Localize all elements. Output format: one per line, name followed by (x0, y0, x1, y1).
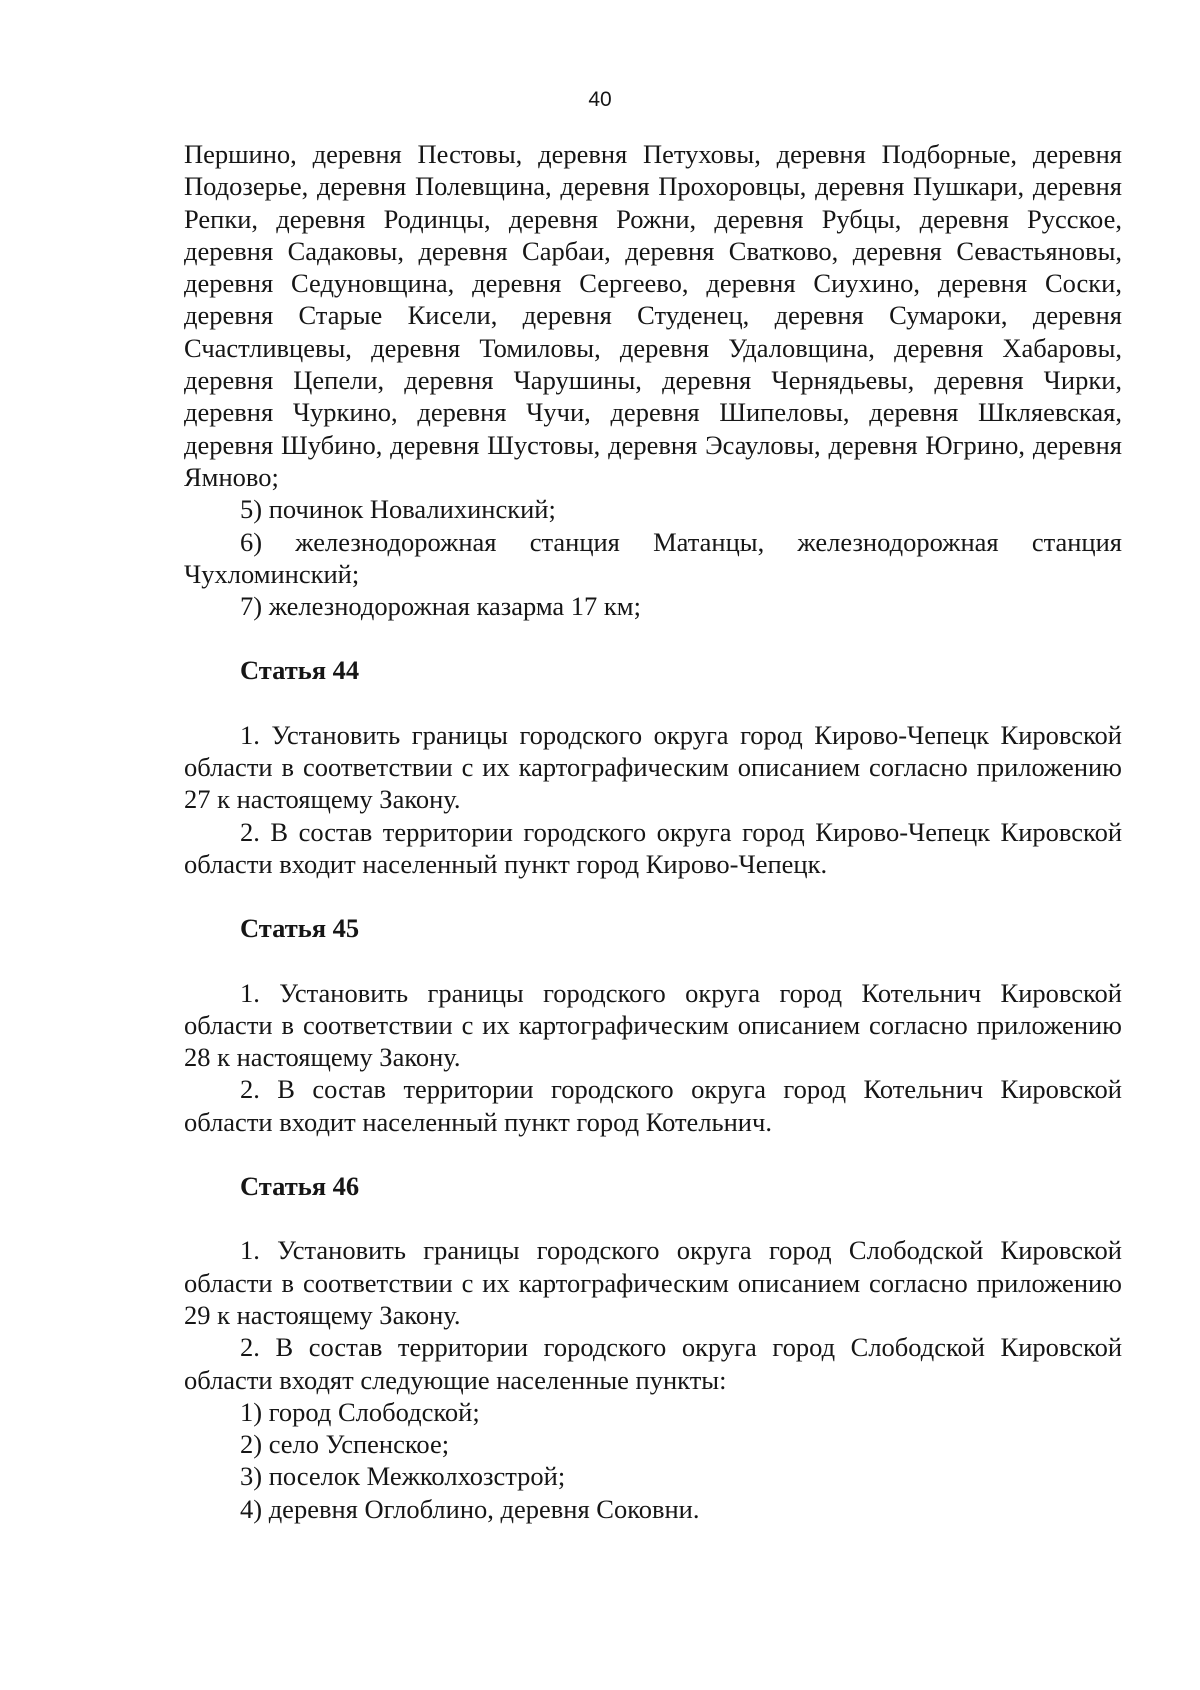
document-body (184, 138, 1122, 1525)
article-46-heading: Статья 46 (240, 1171, 360, 1202)
article-44-heading: Статья 44 (240, 655, 360, 686)
list-item: 4) деревня Оглоблино, деревня Соковни. (240, 1493, 700, 1524)
article-45-paragraph-1: 1. Установить границы городского округа город Котельнич Кировской области в соответствии с их картографическим описанием согласно приложению 28 к настоящему Закону. (184, 977, 1122, 1073)
page-number: 40 (588, 88, 612, 111)
article-46-paragraph-1: 1. Установить границы городского округа город Слободской Кировской области в соответствии с их картографическим описанием согласно приложению 29 к настоящему Закону. (184, 1235, 1122, 1330)
intro-paragraph: Першино, деревня Пестовы, деревня Петуховы, деревня Подборные, деревня Подозерье, деревня Полевщина, деревня Прохоровцы, деревня Пушкари, деревня Репки, деревня Родинцы, деревня Рожни, деревня Рубцы, деревня Русское, деревня Садаковы, деревня Сарбаи, деревня Сватково, деревня Севастьяновы, деревня Седуновщина, деревня Сергеево, деревня Сиухино, деревня Соски, деревня Старые Кисели, деревня Студенец, деревня Сумароки, деревня Счастливцевы, деревня Томиловы, деревня Удаловщина, деревня Хабаровы, деревня Цепели, деревня Чарушины, деревня Чернядьевы, деревня Чирки, деревня Чуркино, деревня Чучи, деревня Шипеловы, деревня Шкляевская, деревня Шубино, деревня Шустовы, деревня Эсауловы, деревня Югрино, деревня Ямново; (184, 139, 1122, 492)
article-44-paragraph-1: 1. Установить границы городского округа город Кирово-Чепецк Кировской области в соответствии с их картографическим описанием согласно приложению 27 к настоящему Закону. (184, 719, 1122, 815)
list-item: 7) железнодорожная казарма 17 км; (240, 591, 641, 622)
article-45-paragraph-2: 2. В состав территории городского округа город Котельнич Кировской области входит населенный пункт город Котельнич. (184, 1074, 1122, 1137)
article-46-paragraph-2: 2. В состав территории городского округа город Слободской Кировской области входят следующие населенные пункты: (184, 1332, 1122, 1395)
article-44-paragraph-2: 2. В состав территории городского округа город Кирово-Чепецк Кировской области входит населенный пункт город Кирово-Чепецк. (184, 816, 1122, 879)
list-item: 5) починок Новалихинский; (240, 494, 556, 525)
list-item: 3) поселок Межколхозстрой; (240, 1461, 566, 1492)
list-item: 1) город Слободской; (240, 1396, 480, 1427)
article-45-heading: Статья 45 (240, 913, 360, 944)
list-item: 2) село Успенское; (240, 1429, 450, 1460)
list-item: 6) железнодорожная станция Матанцы, железнодорожная станция Чухломинский; (184, 526, 1122, 589)
